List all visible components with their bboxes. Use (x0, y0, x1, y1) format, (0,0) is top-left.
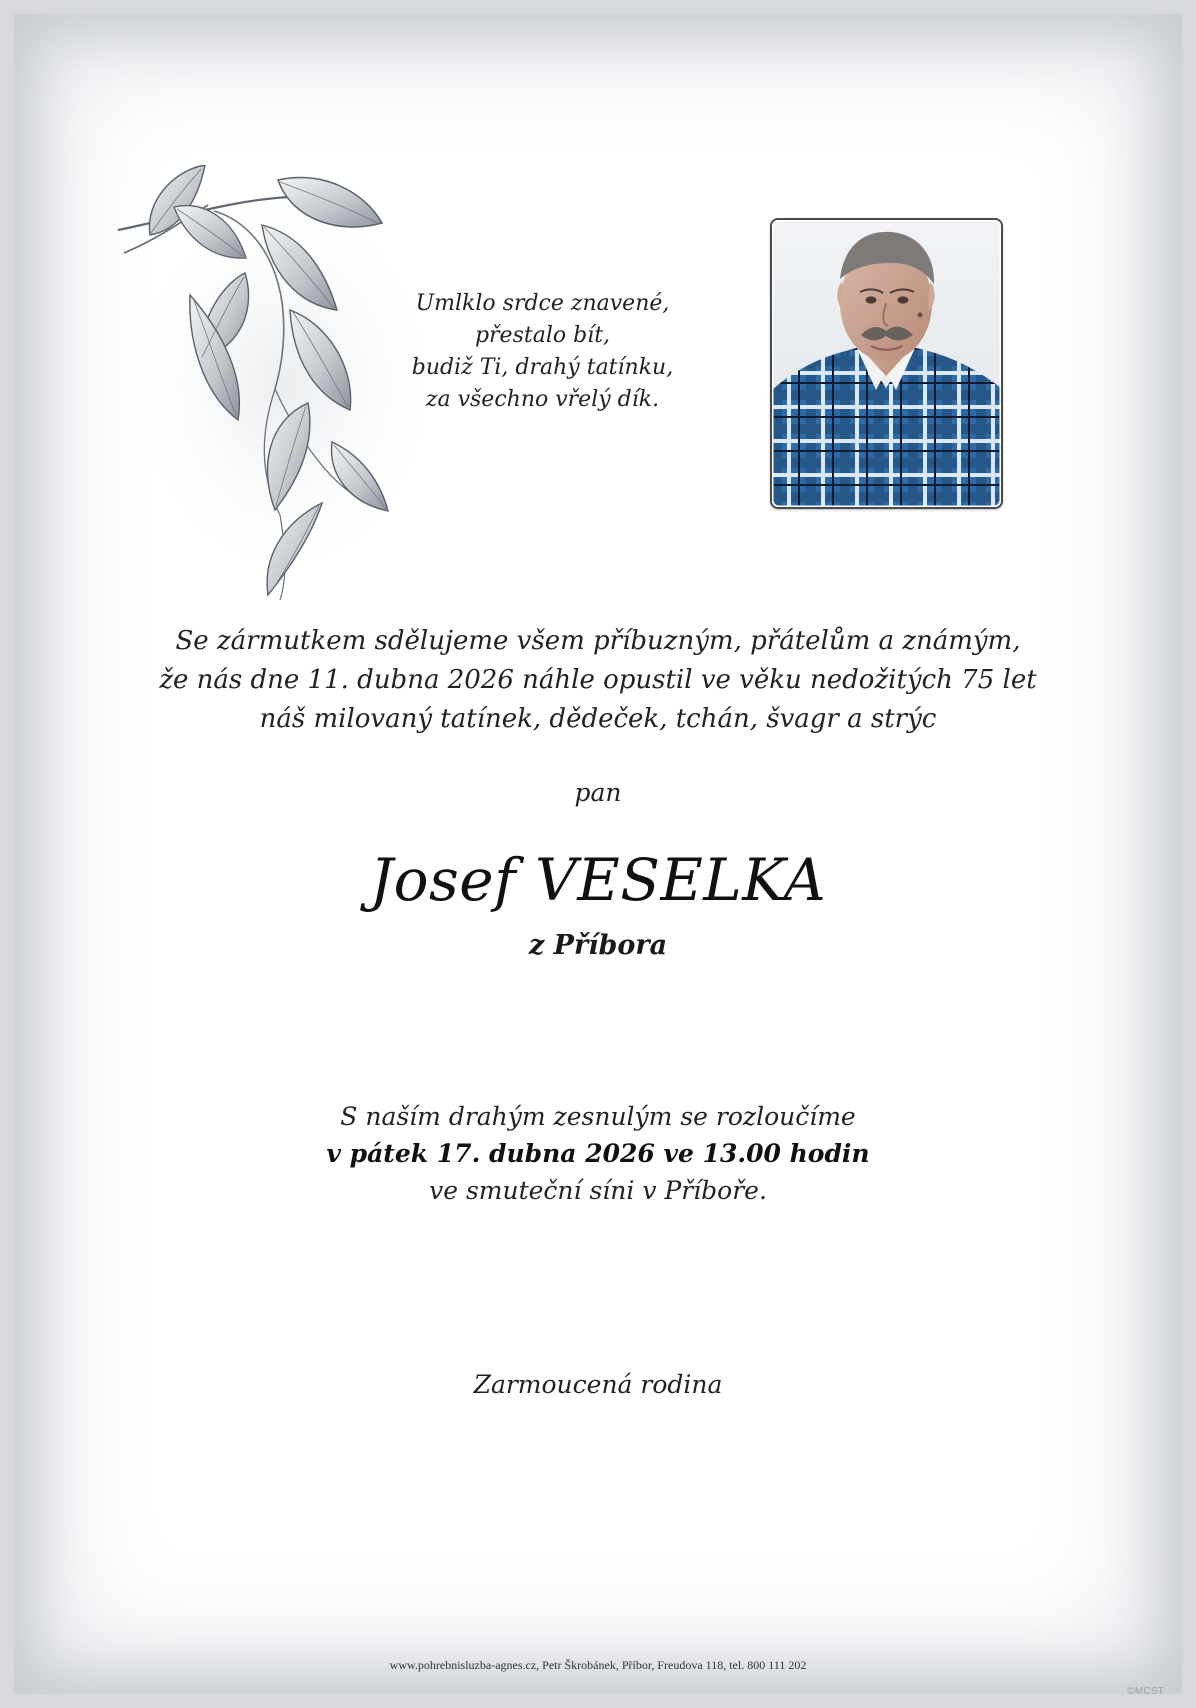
family-signature: Zarmoucená rodina (473, 1370, 723, 1399)
verse-line: Umlklo srdce znavené, (415, 291, 670, 316)
announcement-line: že nás dne 11. dubna 2026 náhle opustil ve věku nedožitých 75 let (159, 665, 1037, 695)
portrait-photo-icon (770, 218, 1003, 509)
funeral-ceremony (180, 1098, 1016, 1209)
announcement-line: náš milovaný tatínek, dědeček, tchán, švagr a strýc (259, 704, 937, 734)
verse-line: přestalo bít, (474, 323, 611, 348)
honorific: pan (574, 778, 622, 807)
publisher-mark: ©MCST (1127, 1686, 1164, 1697)
verse-line: za všechno vřelý dík. (425, 387, 660, 412)
ceremony-line: S naším drahým zesnulým se rozloučíme (340, 1102, 856, 1131)
ceremony-date: v pátek 17. dubna 2026 ve 13.00 hodin (326, 1139, 870, 1168)
surname: VESELKA (534, 846, 827, 914)
leaf-branch-icon (110, 165, 430, 615)
announcement-line: Se zármutkem sdělujeme všem příbuzným, přátelům a známým, (175, 626, 1021, 656)
deceased-name (198, 846, 998, 914)
origin: z Příbora (528, 930, 668, 961)
funeral-service-footer: www.pohrebnisluzba-agnes.cz, Petr Škrobánek, Příbor, Freudova 118, tel. 800 111 202 (389, 1658, 807, 1672)
ceremony-location: ve smuteční síni v Příboře. (429, 1176, 767, 1205)
verse-line: budiž Ti, drahý tatínku, (411, 355, 674, 380)
memorial-verse (405, 288, 680, 416)
first-name: Josef (369, 846, 517, 914)
death-announcement (130, 622, 1066, 739)
